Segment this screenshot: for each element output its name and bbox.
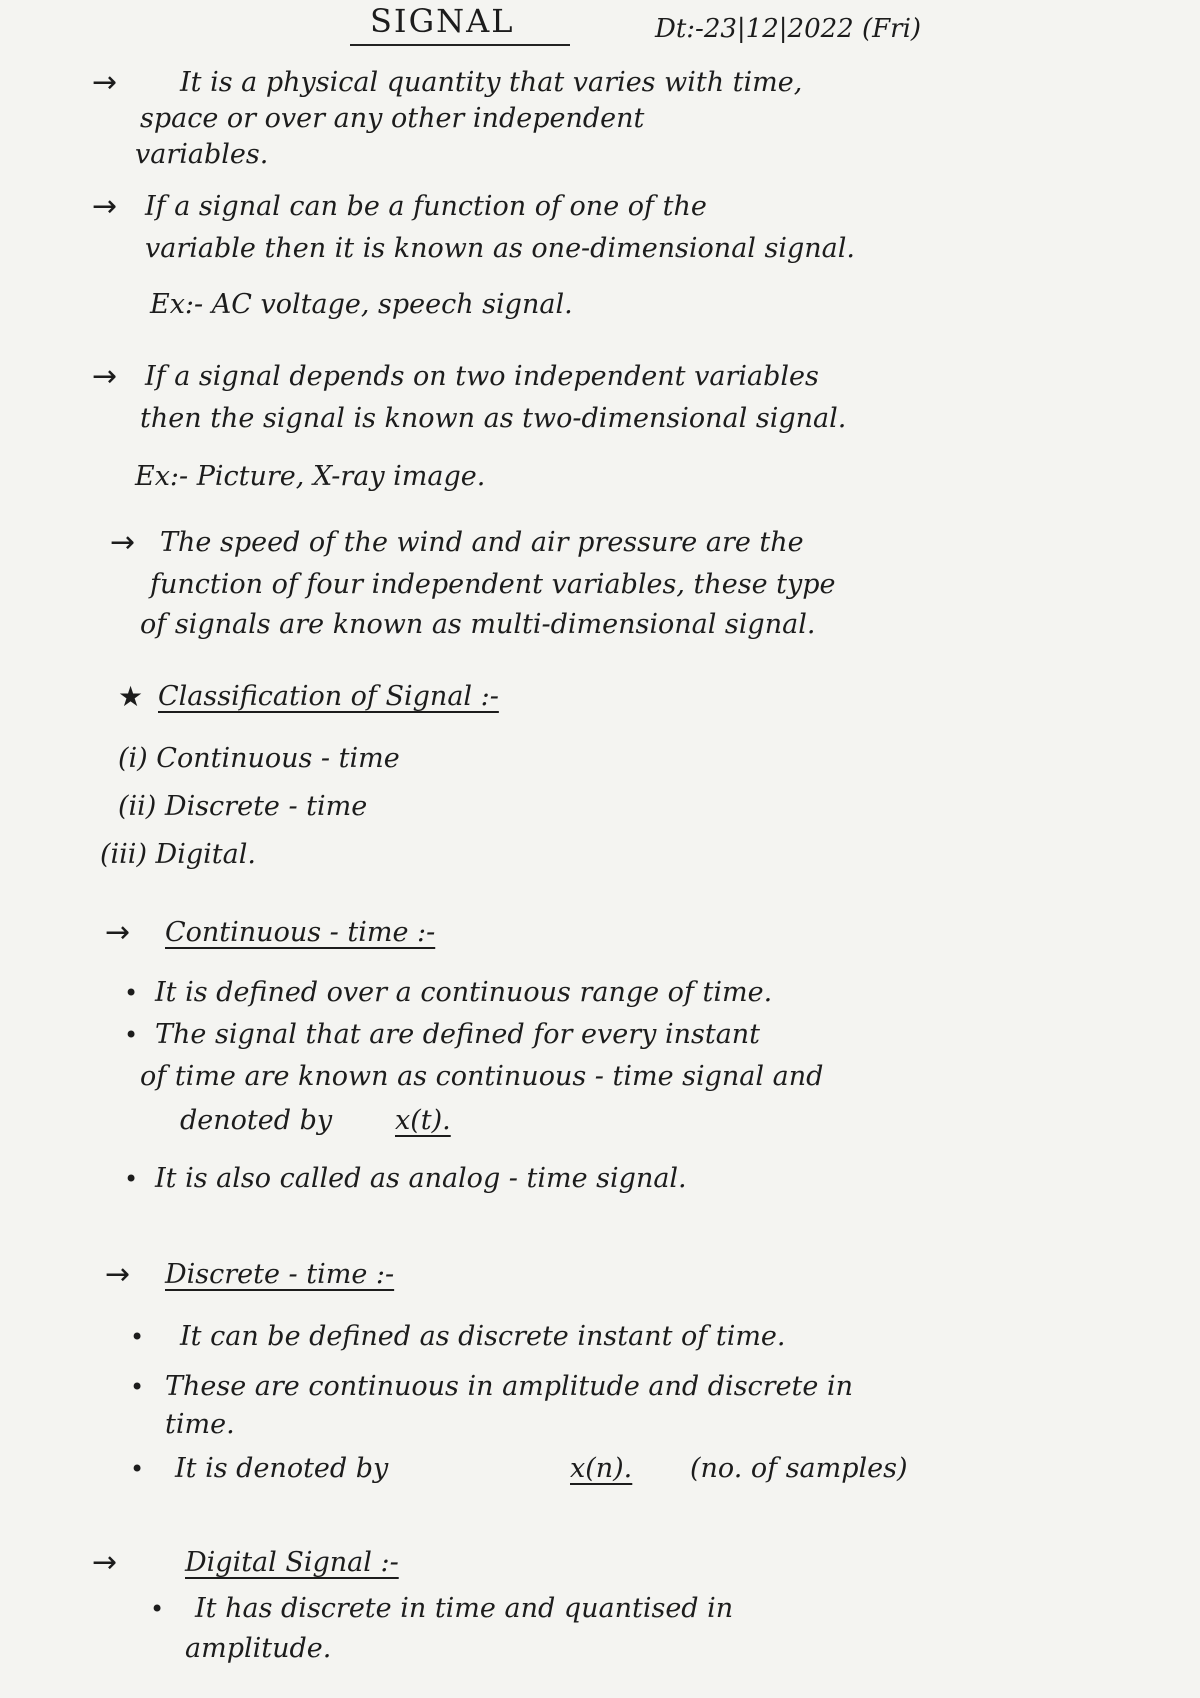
page-title: SIGNAL [370,2,515,40]
discrete-line-4: It is denoted by [175,1453,389,1484]
definition-line-3: variables. [135,139,269,170]
one-dim-example: Ex:- AC voltage, speech signal. [150,289,573,320]
multi-dim-line-2: function of four independent variables, these type [150,569,836,600]
discrete-line-1: It can be defined as discrete instant of time. [180,1321,786,1352]
classification-item-1: (i) Continuous - time [118,743,400,774]
two-dim-line-2: then the signal is known as two-dimensional signal. [140,403,847,434]
bullet-dot-icon: • [130,1455,145,1483]
discrete-line-3: time. [165,1409,235,1440]
bullet-dot-icon: • [124,1165,139,1193]
bullet-dot-icon: • [124,1021,139,1049]
multi-dim-line-3: of signals are known as multi-dimensional signal. [140,609,816,640]
classification-heading: Classification of Signal :- [158,681,499,712]
bullet-dot-icon: • [150,1595,165,1623]
bullet-arrow-icon: → [92,1545,118,1580]
title-underline [350,44,570,46]
continuous-line-2: The signal that are defined for every instant [155,1019,761,1050]
bullet-arrow-icon: → [105,1257,131,1292]
continuous-line-4: denoted by [180,1105,333,1136]
digital-line-1: It has discrete in time and quantised in [195,1593,734,1624]
bullet-arrow-icon: → [92,65,118,100]
continuous-notation: x(t). [395,1105,451,1136]
two-dim-line-1: If a signal depends on two independent variables [145,361,819,392]
star-icon: ★ [118,680,144,713]
bullet-arrow-icon: → [92,359,118,394]
continuous-line-5: It is also called as analog - time signal. [155,1163,687,1194]
bullet-arrow-icon: → [105,915,131,950]
bullet-arrow-icon: → [92,189,118,224]
two-dim-example: Ex:- Picture, X-ray image. [135,461,486,492]
continuous-line-3: of time are known as continuous - time signal and [140,1061,824,1092]
digital-line-2: amplitude. [185,1633,332,1664]
bullet-dot-icon: • [130,1373,145,1401]
definition-line-1: It is a physical quantity that varies with time, [180,67,803,98]
discrete-time-heading: Discrete - time :- [165,1259,395,1290]
page-date: Dt:-23|12|2022 (Fri) [655,14,922,44]
discrete-samples-note: (no. of samples) [690,1453,908,1484]
digital-signal-heading: Digital Signal :- [185,1547,399,1578]
discrete-notation: x(n). [570,1453,633,1484]
bullet-arrow-icon: → [110,525,136,560]
one-dim-line-2: variable then it is known as one-dimensional signal. [145,233,855,264]
bullet-dot-icon: • [130,1323,145,1351]
discrete-line-2: These are continuous in amplitude and discrete in [165,1371,853,1402]
multi-dim-line-1: The speed of the wind and air pressure are the [160,527,804,558]
classification-item-2: (ii) Discrete - time [118,791,368,822]
bullet-dot-icon: • [124,979,139,1007]
continuous-line-1: It is defined over a continuous range of time. [155,977,773,1008]
continuous-time-heading: Continuous - time :- [165,917,436,948]
definition-line-2: space or over any other independent [140,103,645,134]
classification-item-3: (iii) Digital. [100,839,256,870]
one-dim-line-1: If a signal can be a function of one of the [145,191,707,222]
